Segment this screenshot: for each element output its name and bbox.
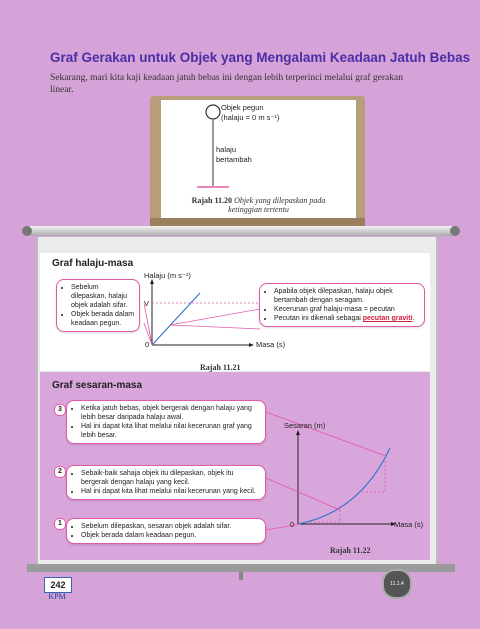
displacement-y-label: Sesaran (m) <box>284 421 326 430</box>
callout-bullet: • Objek berada dalam keadaan pegun. <box>71 310 135 328</box>
callout-bullet: • Hal ini dapat kita lihat melalui nilai kecerunan graf yang lebih besar. <box>81 422 261 440</box>
standard-badge: 11.1.4 <box>382 569 412 599</box>
displacement-callout-3 <box>66 400 266 444</box>
callout-bullet: • Sebaik-baik sahaja objek itu dilepaskan, objek itu bergerak dengan halaju yang kecil. <box>81 469 261 487</box>
intro-text: Sekarang, mari kita kaji keadaan jatuh bebas ini dengan lebih terperinci melalui graf gerakan linear. <box>50 73 403 95</box>
callout-bullet: • Pecutan ini dikenali sebagai pecutan graviti. <box>274 314 420 323</box>
callout-bullet: • Ketika jatuh bebas, objek bergerak dengan halaju yang lebih besar daripada halaju awal. <box>81 404 261 422</box>
velocity-left-callout <box>56 279 140 332</box>
screen-cap-right <box>450 226 460 236</box>
callout-number-2: 2 <box>54 466 66 478</box>
speed-label-2: bertambah <box>216 155 252 164</box>
displacement-curve <box>298 448 390 524</box>
object-circle <box>206 105 220 119</box>
page-title: Graf Gerakan untuk Objek yang Mengalami Keadaan Jatuh Bebas <box>50 50 471 65</box>
figure-frame-base <box>150 218 365 226</box>
v-label: V <box>144 299 150 308</box>
pointer-3 <box>266 412 386 456</box>
callout-bullet: • Kecerunan graf halaju-masa = pecutan <box>274 305 420 314</box>
callout-number-1: 1 <box>54 518 66 530</box>
pointer-2 <box>266 478 340 510</box>
velocity-line <box>152 293 200 345</box>
callout-bullet: • Objek berada dalam keadaan pegun. <box>81 531 261 540</box>
object-label-2: (halaju = 0 m s⁻¹) <box>221 113 280 122</box>
pointer-1 <box>266 524 300 530</box>
speed-label-1: halaju <box>216 145 237 154</box>
displacement-origin: 0 <box>290 520 295 529</box>
velocity-y-label: Halaju (m s⁻¹) <box>144 271 191 280</box>
velocity-right-callout <box>259 283 425 327</box>
figure-1120-caption <box>161 196 356 214</box>
caption-italic-1: Objek yang dilepaskan pada <box>234 196 326 205</box>
callout-bullet: • Sebelum dilepaskan, sesaran objek adalah sifar. <box>81 522 261 531</box>
screen-stand <box>239 572 243 580</box>
displacement-callout-2 <box>66 465 266 500</box>
left-pointer-1 <box>144 303 152 345</box>
caption-italic-2: ketinggian tertentu <box>228 205 289 214</box>
object-label-1: Objek pegun <box>221 103 264 112</box>
highlight-term: pecutan graviti <box>362 315 413 322</box>
callout-bullet: • Hal ini dapat kita lihat melalui nilai kecerunan yang kecil. <box>81 487 261 496</box>
velocity-origin: 0 <box>145 340 150 349</box>
figure-1122-caption: Rajah 11.22 <box>330 546 371 555</box>
screen-top-bar <box>27 226 455 236</box>
page-number: 242 <box>44 577 72 593</box>
velocity-x-label: Masa (s) <box>256 340 286 349</box>
screen-cap-left <box>22 226 32 236</box>
displacement-x-label: Masa (s) <box>394 520 424 529</box>
callout-bullet: • Sebelum dilepaskan, halaju objek adalah sifar. <box>71 283 135 310</box>
caption-bold: Rajah 11.20 <box>191 196 233 205</box>
right-pointer-2 <box>170 325 260 329</box>
displacement-section-title: Graf sesaran-masa <box>52 380 143 391</box>
velocity-section-title: Graf halaju-masa <box>52 258 134 269</box>
displacement-callout-1 <box>66 518 266 544</box>
callout-bullet: • Apabila objek dilepaskan, halaju objek bertambah dengan seragam. <box>274 287 420 305</box>
publisher-label: KPM <box>48 592 66 601</box>
callout-number-3: 3 <box>54 404 66 416</box>
figure-1121-caption: Rajah 11.21 <box>200 363 241 372</box>
